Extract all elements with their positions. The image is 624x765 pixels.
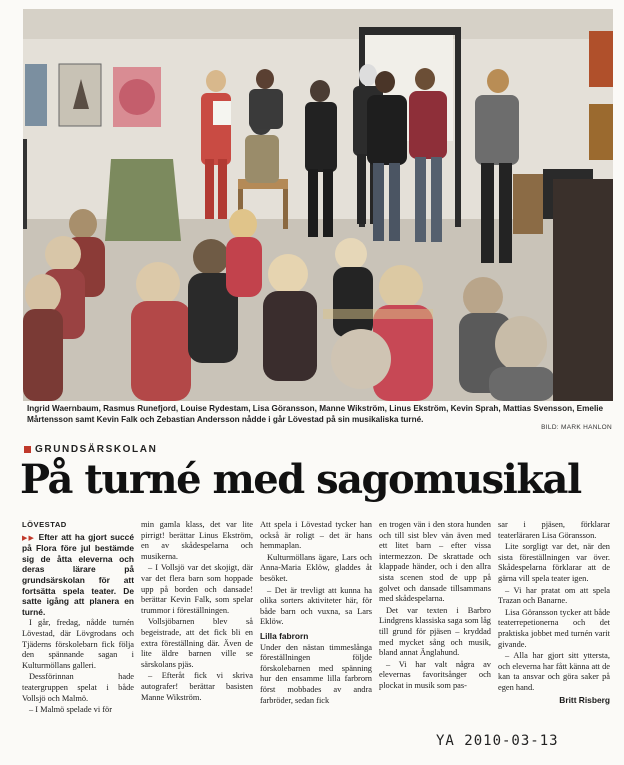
paragraph: – Det är trevligt att kunna ha olika sorters aktiviteter här, för både barn och vuxna, sa Lars Eklöw.: [260, 585, 372, 627]
paragraph: Att spela i Lövestad tycker han också är roligt – det är hans hemmaplan.: [260, 520, 372, 551]
photo-credit: BILD: MARK HANLON: [541, 424, 612, 431]
photo-caption: Ingrid Waernbaum, Rasmus Runefjord, Louise Rydestam, Lisa Göransson, Manne Wikström, Linus Ekström, Kevin Sprah, Mattias Svensson, Emelie Mårtensson samt Kevin Falk och Zebastian Andersson nådde i går Lövestad på sin musikaliska turné.: [27, 404, 604, 424]
paragraph: – I Malmö spelade vi för: [29, 705, 113, 715]
paragraph: Kulturmöllans ägare, Lars och Anna-Maria Eklöw, gladdes åt besöket.: [260, 552, 372, 583]
lead-paragraph: [22, 532, 134, 618]
lead-text: Efter att ha gjort succé på Flora före jul bestämde sig de åtta eleverna och deras lärare på grundsärskolan för att fortsätta spela teater. De satte igång att planera en turné.: [22, 531, 134, 617]
article-column-2: [141, 520, 253, 735]
paragraph: min gamla klass, det var lite pirrigt! berättar Linus Ekström, en av skådespelarna och musikerna.: [141, 520, 253, 561]
photo-illustration: [23, 9, 613, 401]
subheading: Lilla fabrorn: [260, 630, 309, 641]
section-label-text: GRUNDSÄRSKOLAN: [35, 444, 158, 455]
article-body: [22, 520, 610, 735]
paragraph: en trogen vän i den stora hunden och till sist blev vän även med ett litet barn – efter vissa intermezzon. De skrattade och klappade händer, och i den allra sista scenen stod de upp på golvet och dansade tillsammans med skådespelarna.: [379, 520, 491, 604]
paragraph: – Alla har gjort sitt yttersta, och eleverna har fått känna att de kan ta ansvar och göra saker på egen hand.: [498, 651, 610, 692]
article-column-4: [379, 520, 491, 735]
paragraph: I går, fredag, nådde turnén Lövestad, där Lövgrodans och Tjäderns förskolebarn fick följa den spännande sagan i Kulturmöllans galleri.: [22, 618, 134, 670]
paragraph: sar i pjäsen, förklarar teaterläraren Lisa Göransson.: [498, 520, 610, 540]
paragraph: Under den nästan timmeslånga föreställningen följde förskolebarnen med spänning hur den ensamme lilla farbrorn först mobbades av andra farbröder, sedan fick: [260, 642, 372, 705]
article-column-3: [260, 520, 372, 735]
article-column-5: [498, 520, 610, 735]
byline: Britt Risberg: [559, 694, 610, 705]
lead-arrow-icon: ▶▶: [22, 533, 39, 542]
paragraph: Lisa Göransson tycker att både teaterrepetionerna och det praktiska jobbet med turnén varit givande.: [498, 607, 610, 649]
article-photo: [23, 9, 613, 401]
paragraph: – Vi har valt några av elevernas favoritsånger och plockat in musik som pas-: [379, 659, 491, 690]
paragraph: Dessförinnan hade teatergruppen spelat i både Vollsjö och Malmö.: [22, 672, 134, 703]
section-marker-icon: [24, 446, 31, 453]
paragraph: Det var texten i Barbro Lindgrens klassiska saga som låg till grund för pjäsen – kryddad med mycket sång och musik, bland annat Änglahund.: [379, 605, 491, 658]
handwritten-date-note: YA 2010-03-13: [436, 733, 559, 749]
paragraph: – Vi har pratat om att spela Trazan och Banarne.: [498, 585, 610, 606]
paragraph: Lite sorgligt var det, när den sista föreställningen var över. Skådespelarna förklarar att de gärna vill spela teater igen.: [498, 542, 610, 583]
headline: På turné med sagomusikal: [20, 456, 581, 503]
article-column-1: [22, 520, 134, 735]
dateline: LÖVESTAD: [22, 520, 67, 529]
paragraph: – I Vollsjö var det skojigt, där var det flera barn som hoppade upp på borden och dansade! berättar Kevin Falk, som spelar trummor i föreställningen.: [141, 563, 253, 615]
paragraph: – Efteråt fick vi skriva autografer! berättar basisten Manne Wikström.: [141, 671, 253, 702]
paragraph: Vollsjöbarnen blev så begeistrade, att det fick bli en extra föreställning där. Även de lite äldre barnen ville se särskolans pjäs.: [141, 617, 253, 669]
section-label: [24, 444, 157, 455]
